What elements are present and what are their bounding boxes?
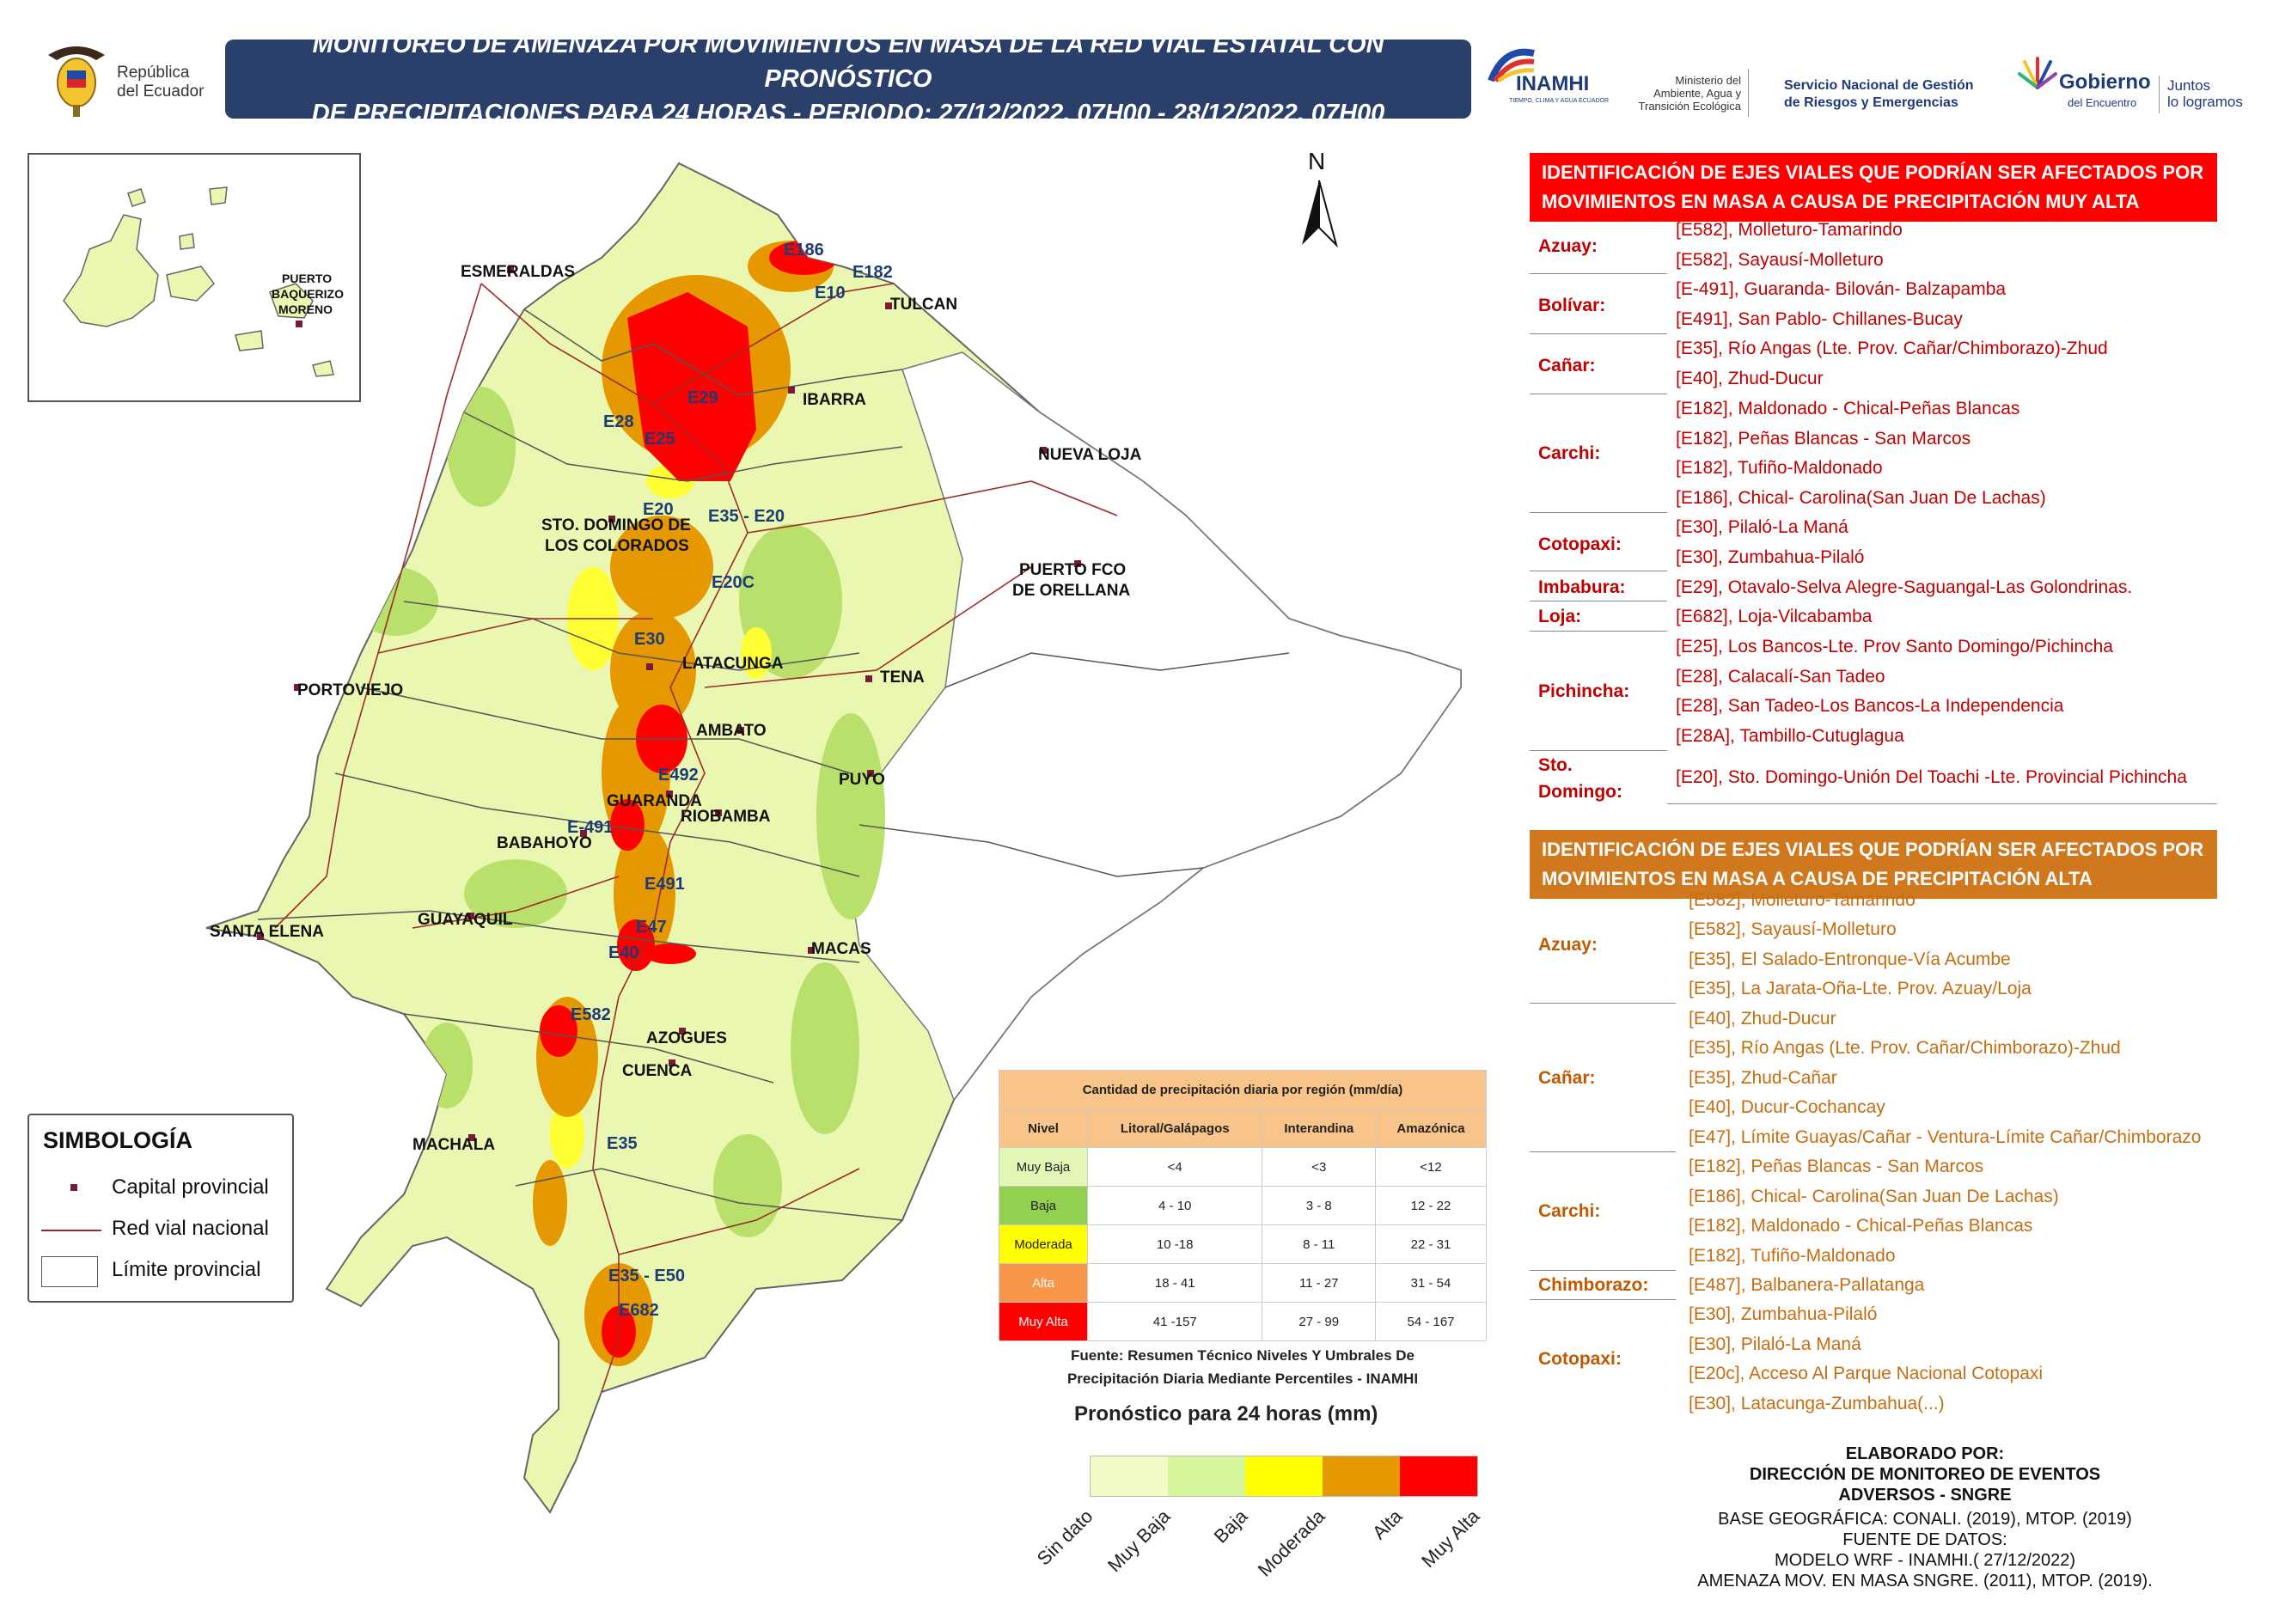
table-row xyxy=(999,1187,1487,1225)
map-title xyxy=(225,31,1471,127)
col-header-level: Nivel xyxy=(999,1110,1088,1148)
level-cell: Baja xyxy=(999,1187,1088,1225)
credits-line: BASE GEOGRÁFICA: CONALI. (2019), MTOP. (2019) xyxy=(1718,1510,2132,1529)
ministerio-line-1: Ministerio del xyxy=(1675,74,1741,87)
road-label-e28: E28 xyxy=(603,412,634,431)
forecast-color-scale xyxy=(1090,1456,1478,1497)
city-babahoyo: BABAHOYO xyxy=(497,834,592,852)
table-cell: 22 - 31 xyxy=(1376,1225,1487,1264)
source-line-2: Precipitación Diaria Mediante Percentiles - INAMHI xyxy=(1066,1371,1419,1387)
heading-line-2: MOVIMIENTOS EN MASA A CAUSA DE PRECIPITACIÓN ALTA xyxy=(1542,868,2093,889)
road-label-e682: E682 xyxy=(619,1301,659,1320)
road-label-e29: E29 xyxy=(687,388,718,407)
road-label-e20c: E20C xyxy=(712,573,755,592)
credits-line: AMENAZA MOV. EN MASA SNGRE. (2011), MTOP. (2019). xyxy=(1697,1572,2153,1590)
scale-label-moderada: Moderada xyxy=(1253,1505,1329,1581)
table-cell: 41 -157 xyxy=(1088,1303,1262,1341)
road-label-e30: E30 xyxy=(634,630,665,649)
road-label-e10: E10 xyxy=(815,284,846,302)
road-label-e582: E582 xyxy=(571,1005,611,1024)
level-cell: Muy Alta xyxy=(999,1303,1088,1341)
list-item: [E582], Molleturo-Tamarindo xyxy=(1676,220,1903,240)
city-esmeraldas: ESMERALDAS xyxy=(461,263,576,281)
table-row xyxy=(999,1225,1487,1264)
road-label-e25: E25 xyxy=(645,430,675,449)
list-item: [E35], La Jarata-Oña-Lte. Prov. Azuay/Loja xyxy=(1689,979,2032,998)
galapagos-inset xyxy=(27,153,361,402)
list-item: [E-491], Guaranda- Bilován- Balzapamba xyxy=(1676,279,2007,299)
boundary-symbol-icon xyxy=(41,1256,98,1287)
city-latacunga: LATACUNGA xyxy=(682,655,784,673)
gobierno-logo xyxy=(2018,52,2250,117)
road-label-e35-e20: E35 - E20 xyxy=(708,507,785,526)
inset-label-1: PUERTO xyxy=(282,272,333,285)
list-item: [E186], Chical- Carolina(San Juan De Lachas) xyxy=(1676,488,2046,508)
city-guayaquil: GUAYAQUIL xyxy=(418,911,513,929)
list-item: [E40], Zhud-Ducur xyxy=(1689,1009,1836,1029)
north-arrow-label: N xyxy=(1308,148,1326,174)
table-cell: 31 - 54 xyxy=(1376,1264,1487,1303)
divider xyxy=(1530,1003,1676,1004)
list-item: [E40], Zhud-Ducur xyxy=(1676,369,1824,388)
scale-label-muy-alta: Muy Alta xyxy=(1417,1505,1484,1572)
road-label-e186: E186 xyxy=(784,241,824,259)
scale-label-muy-baja: Muy Baja xyxy=(1103,1505,1175,1577)
gobierno-sunburst-icon xyxy=(2018,53,2057,96)
table-cell: 27 - 99 xyxy=(1262,1303,1376,1341)
list-item: [E35], Zhud-Cañar xyxy=(1689,1068,1837,1088)
divider xyxy=(1530,1270,1676,1271)
threshold-source xyxy=(999,1344,1487,1390)
city-riobamba: RIOBAMBA xyxy=(681,808,771,826)
inset-label-2: BAQUERIZO xyxy=(272,287,344,301)
list-item: [E25], Los Bancos-Lte. Prov Santo Domingo/Pichincha xyxy=(1676,637,2113,656)
scale-swatch-moderada xyxy=(1323,1456,1400,1496)
sngre-line-1: Servicio Nacional de Gestión xyxy=(1784,78,1974,93)
panel-alta-heading xyxy=(1530,830,2217,899)
scale-label-baja: Baja xyxy=(1209,1505,1252,1548)
city-azogues: AZOGUES xyxy=(646,1029,727,1047)
inamhi-tagline: TIEMPO, CLIMA Y AGUA ECUADOR xyxy=(1509,98,1610,104)
table-cell: 8 - 11 xyxy=(1262,1225,1376,1264)
table-cell: 10 -18 xyxy=(1088,1225,1262,1264)
province-sto-domingo-1: Sto. xyxy=(1538,755,1573,775)
divider xyxy=(1530,512,1667,513)
city-tena: TENA xyxy=(880,669,925,687)
list-item: [E20c], Acceso Al Parque Nacional Cotopaxi xyxy=(1689,1364,2044,1383)
divider xyxy=(1667,803,2217,804)
credits-block xyxy=(1616,1444,2234,1591)
list-item: [E182], Tufiño-Maldonado xyxy=(1676,458,1883,478)
credits-line: ELABORADO POR: xyxy=(1845,1444,2005,1463)
gobierno-divider xyxy=(2159,76,2160,113)
province-chimborazo-alta: Chimborazo: xyxy=(1538,1275,1649,1295)
city-cuenca: CUENCA xyxy=(622,1062,693,1080)
credits-line: MODELO WRF - INAMHI.( 27/12/2022) xyxy=(1774,1551,2076,1570)
list-item: [E682], Loja-Vilcabamba xyxy=(1676,607,1873,626)
list-item: [E28], Calacalí-San Tadeo xyxy=(1676,667,1885,687)
col-header-amazonica: Amazónica xyxy=(1376,1110,1487,1148)
list-item: [E582], Sayausí-Molleturo xyxy=(1676,250,1884,270)
scale-swatch-sin-dato xyxy=(1091,1456,1168,1496)
table-cell: 3 - 8 xyxy=(1262,1187,1376,1225)
city-sto-domingo-2: LOS COLORADOS xyxy=(545,537,689,555)
list-item: [E28A], Tambillo-Cutuglagua xyxy=(1676,726,1904,746)
table-row xyxy=(999,1148,1487,1187)
level-cell: Muy Baja xyxy=(999,1148,1088,1187)
list-item: [E491], San Pablo- Chillanes-Bucay xyxy=(1676,309,1963,329)
heading-line-1: IDENTIFICACIÓN DE EJES VIALES QUE PODRÍAN SER AFECTADOS POR xyxy=(1542,839,2204,860)
list-item: [E182], Peñas Blancas - San Marcos xyxy=(1676,429,1971,449)
road-symbol-icon xyxy=(41,1230,101,1231)
divider xyxy=(1530,750,1667,751)
ministerio-line-2: Ambiente, Agua y xyxy=(1653,87,1741,100)
amazon-no-data-region xyxy=(842,352,1461,1100)
title-line-2: DE PRECIPITACIONES PARA 24 HORAS - PERIODO: 27/12/2022, 07H00 - 28/12/2022, 07H00 xyxy=(311,100,1385,127)
list-item: [E582], Sayausí-Molleturo xyxy=(1689,919,1897,939)
province-pichincha: Pichincha: xyxy=(1538,681,1630,701)
threshold-table xyxy=(999,1070,1487,1341)
capital-symbol-icon xyxy=(70,1184,77,1191)
road-label-e35-e50: E35 - E50 xyxy=(608,1267,685,1285)
province-cotopaxi-alta: Cotopaxi: xyxy=(1538,1349,1622,1369)
table-cell: 11 - 27 xyxy=(1262,1264,1376,1303)
sngre-line-2: de Riesgos y Emergencias xyxy=(1784,95,1958,110)
list-item: [E182], Peñas Blancas - San Marcos xyxy=(1689,1157,1984,1176)
scale-swatch-alta xyxy=(1400,1456,1477,1496)
republic-line-2: del Ecuador xyxy=(117,82,205,101)
scale-label-sin-dato: Sin dato xyxy=(1032,1505,1097,1570)
legend-boundary: Límite provincial xyxy=(112,1258,261,1281)
road-label-e40: E40 xyxy=(608,943,639,962)
road-label-e20: E20 xyxy=(643,500,674,519)
city-machala: MACHALA xyxy=(412,1136,496,1154)
list-item: [E182], Maldonado - Chical-Peñas Blancas xyxy=(1676,399,2020,418)
road-label-e47: E47 xyxy=(636,918,667,937)
scale-swatch-baja xyxy=(1245,1456,1323,1496)
col-header-interandina: Interandina xyxy=(1262,1110,1376,1148)
north-arrow-icon xyxy=(1302,180,1336,245)
list-item: [E182], Maldonado - Chical-Peñas Blancas xyxy=(1689,1216,2033,1236)
list-item: [E47], Límite Guayas/Cañar - Ventura-Límite Cañar/Chimborazo xyxy=(1689,1127,2202,1147)
province-carchi-alta: Carchi: xyxy=(1538,1201,1601,1221)
province-loja: Loja: xyxy=(1538,607,1582,626)
city-puyo: PUYO xyxy=(839,771,885,789)
province-carchi: Carchi: xyxy=(1538,443,1601,463)
ministerio-line-3: Transición Ecológica xyxy=(1638,100,1741,113)
list-item: [E487], Balbanera-Pallatanga xyxy=(1689,1275,1925,1295)
legend-capital: Capital provincial xyxy=(112,1175,269,1199)
level-cell: Alta xyxy=(999,1264,1088,1303)
table-cell: 54 - 167 xyxy=(1376,1303,1487,1341)
city-ibarra: IBARRA xyxy=(803,391,866,409)
city-portoviejo: PORTOVIEJO xyxy=(297,681,404,699)
divider xyxy=(1530,1299,1676,1300)
table-cell: 12 - 22 xyxy=(1376,1187,1487,1225)
ecuador-coat-of-arms-icon xyxy=(40,38,113,119)
credits-line: FUENTE DE DATOS: xyxy=(1842,1530,2007,1549)
table-row xyxy=(999,1264,1487,1303)
list-item: [E20], Sto. Domingo-Unión Del Toachi -Lte. Provincial Pichincha xyxy=(1676,767,2187,787)
threshold-table-title: Cantidad de precipitación diaria por región (mm/día) xyxy=(999,1071,1487,1110)
scale-label-alta: Alta xyxy=(1367,1505,1407,1544)
table-cell: <4 xyxy=(1088,1148,1262,1187)
level-cell: Moderada xyxy=(999,1225,1088,1264)
list-item: [E30], Zumbahua-Pilaló xyxy=(1676,547,1865,567)
province-azuay-alta: Azuay: xyxy=(1538,935,1598,955)
inamhi-logo xyxy=(1485,46,1610,112)
province-canar: Cañar: xyxy=(1538,356,1596,375)
road-label-e492: E492 xyxy=(658,766,699,785)
list-item: [E182], Tufiño-Maldonado xyxy=(1689,1246,1896,1266)
list-item: [E186], Chical- Carolina(San Juan De Lachas) xyxy=(1689,1187,2059,1206)
list-item: [E40], Ducur-Cochancay xyxy=(1689,1097,1885,1117)
road-label-e182: E182 xyxy=(852,263,893,282)
city-macas: MACAS xyxy=(811,940,871,958)
forecast-scale-title: Pronóstico para 24 horas (mm) xyxy=(1074,1402,1378,1426)
city-puerto-fco-1: PUERTO FCO xyxy=(1019,561,1127,579)
list-item: [E582], Molleturo-Tamarindo xyxy=(1689,890,1916,910)
table-row xyxy=(999,1303,1487,1341)
city-santa-elena: SANTA ELENA xyxy=(210,923,324,941)
city-ambato: AMBATO xyxy=(696,722,767,740)
list-item: [E30], Pilaló-La Maná xyxy=(1689,1334,1861,1354)
republic-line-1: República xyxy=(117,64,190,82)
list-item: [E35], Río Angas (Lte. Prov. Cañar/Chimborazo)-Zhud xyxy=(1676,339,2108,358)
inset-label-3: MORENO xyxy=(278,302,333,316)
title-line-1: MONITOREO DE AMENAZA POR MOVIMIENTOS EN MASA DE LA RED VIAL ESTATAL CON PRONÓSTICO xyxy=(312,31,1384,93)
road-label-e-491: E-491 xyxy=(567,818,614,837)
sngre-logo xyxy=(1784,77,1974,112)
province-canar-alta: Cañar: xyxy=(1538,1068,1596,1088)
gobierno-subtitle: del Encuentro xyxy=(2068,96,2137,109)
divider xyxy=(1530,333,1667,334)
credits-line: ADVERSOS - SNGRE xyxy=(1838,1486,2012,1505)
divider xyxy=(1530,631,1667,632)
table-cell: <3 xyxy=(1262,1148,1376,1187)
list-item: [E35], Río Angas (Lte. Prov. Cañar/Chimborazo)-Zhud xyxy=(1689,1038,2121,1058)
divider xyxy=(1530,1151,1676,1152)
road-label-e491: E491 xyxy=(645,875,685,894)
list-item: [E30], Latacunga-Zumbahua(...) xyxy=(1689,1394,1945,1413)
panel-muy-alta-heading xyxy=(1530,153,2217,222)
logo-divider xyxy=(1748,69,1749,117)
credits-line: DIRECCIÓN DE MONITOREO DE EVENTOS xyxy=(1749,1465,2101,1484)
province-cotopaxi: Cotopaxi: xyxy=(1538,534,1622,554)
province-sto-domingo-2: Domingo: xyxy=(1538,782,1622,802)
heading-line-1: IDENTIFICACIÓN DE EJES VIALES QUE PODRÍAN SER AFECTADOS POR xyxy=(1542,162,2204,183)
slogan-line-2: lo logramos xyxy=(2167,94,2243,110)
legend-road: Red vial nacional xyxy=(112,1217,269,1240)
table-cell: <12 xyxy=(1376,1148,1487,1187)
city-sto-domingo-1: STO. DOMINGO DE xyxy=(541,516,691,534)
list-item: [E30], Pilaló-La Maná xyxy=(1676,517,1848,537)
list-item: [E35], El Salado-Entronque-Vía Acumbe xyxy=(1689,949,2011,969)
republic-logo xyxy=(40,38,113,119)
ministerio-logo xyxy=(1600,74,1741,113)
source-line-1: Fuente: Resumen Técnico Niveles Y Umbrales De xyxy=(1071,1347,1415,1364)
slogan-line-1: Juntos xyxy=(2167,77,2211,94)
city-tulcan: TULCAN xyxy=(890,296,958,314)
province-imbabura: Imbabura: xyxy=(1538,577,1626,597)
scale-swatch-muy-baja xyxy=(1168,1456,1245,1496)
city-nueva-loja: NUEVA LOJA xyxy=(1038,446,1142,464)
city-guaranda: GUARANDA xyxy=(607,792,702,810)
gobierno-slogan xyxy=(2167,77,2243,110)
province-bolivar: Bolívar: xyxy=(1538,296,1606,315)
heading-line-2: MOVIMIENTOS EN MASA A CAUSA DE PRECIPITACIÓN MUY ALTA xyxy=(1542,191,2140,212)
road-label-e35: E35 xyxy=(607,1134,638,1153)
map-legend xyxy=(27,1114,294,1303)
list-item: [E30], Zumbahua-Pilaló xyxy=(1689,1304,1878,1324)
gobierno-wordmark: Gobierno xyxy=(2059,70,2151,94)
legend-title: SIMBOLOGÍA xyxy=(43,1127,192,1153)
city-puerto-fco-2: DE ORELLANA xyxy=(1012,582,1131,600)
republic-name xyxy=(117,64,204,101)
province-azuay: Azuay: xyxy=(1538,236,1598,256)
list-item: [E28], San Tadeo-Los Bancos-La Independencia xyxy=(1676,696,2064,716)
table-cell: 4 - 10 xyxy=(1088,1187,1262,1225)
divider xyxy=(1530,273,1667,274)
table-cell: 18 - 41 xyxy=(1088,1264,1262,1303)
col-header-litoral: Litoral/Galápagos xyxy=(1088,1110,1262,1148)
list-item: [E29], Otavalo-Selva Alegre-Saguangal-Las Golondrinas. xyxy=(1676,577,2133,597)
inamhi-wordmark: INAMHI xyxy=(1516,72,1590,95)
